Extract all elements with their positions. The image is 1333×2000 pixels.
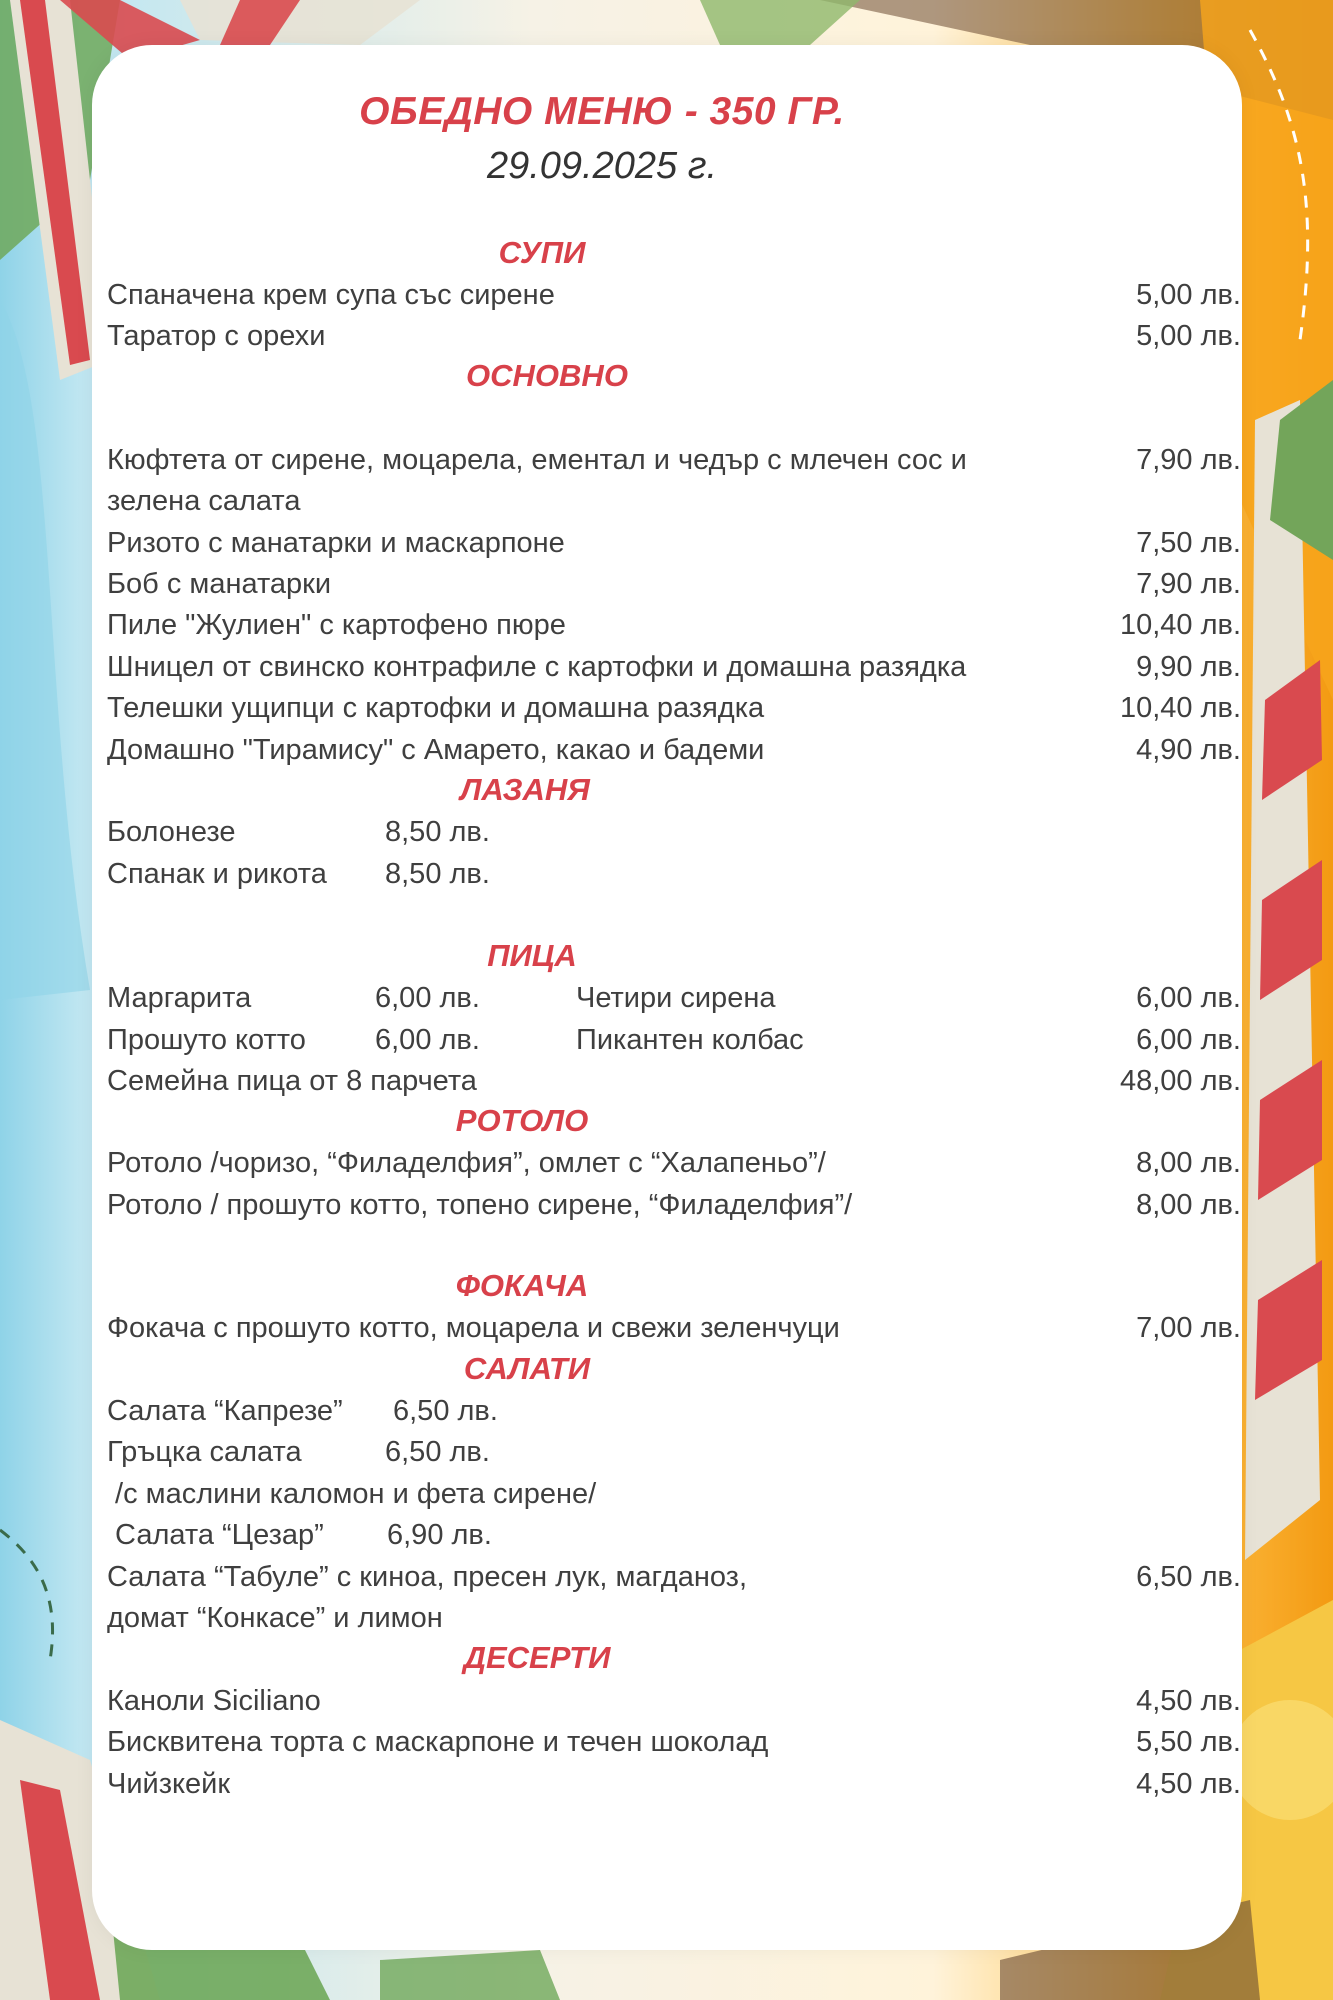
item-price: 4,90 лв. [1136, 734, 1241, 766]
item-name: Боб с манатарки [107, 568, 332, 600]
section-title-soups: СУПИ [498, 235, 586, 270]
menu-item [107, 812, 1241, 852]
menu-item [107, 1557, 1241, 1597]
item-price: 8,00 лв. [1136, 1189, 1241, 1221]
menu-item [107, 1185, 1241, 1225]
item-name: Четири сирена [576, 982, 776, 1014]
menu-item [107, 1061, 1241, 1101]
menu-item-note [107, 1474, 1241, 1514]
item-price: 5,00 лв. [1136, 279, 1241, 311]
menu-item [107, 854, 1241, 894]
item-price: 5,50 лв. [1136, 1726, 1241, 1758]
item-price: 7,00 лв. [1136, 1312, 1241, 1344]
item-price: 48,00 лв. [1119, 1065, 1241, 1097]
item-price: 8,00 лв. [1136, 1147, 1241, 1179]
menu-item [107, 1308, 1241, 1348]
menu-item-continuation [107, 481, 1241, 521]
menu-item [107, 1391, 1241, 1431]
item-name: Кюфтета от сирене, моцарела, ементал и чедър с млечен сос и [107, 444, 967, 476]
section-title-focaccia: ФОКАЧА [455, 1268, 589, 1303]
item-name: Шницел от свинско контрафиле с картофки и домашна разядка [107, 651, 967, 683]
item-price: 7,90 лв. [1136, 568, 1241, 600]
menu-item [107, 564, 1241, 604]
item-price: 7,90 лв. [1136, 444, 1241, 476]
item-name: Каноли Siciliano [107, 1685, 321, 1717]
menu-item [107, 688, 1241, 728]
item-price: 6,50 лв. [393, 1395, 498, 1427]
item-name: Ротоло / прошуто котто, топено сирене, “Филаделфия”/ [107, 1189, 853, 1221]
item-name: Маргарита [107, 982, 252, 1014]
item-name: Салата “Табуле” с киноа, пресен лук, магданоз, [107, 1561, 748, 1593]
item-price: 6,00 лв. [375, 1024, 480, 1056]
section-title-desserts: ДЕСЕРТИ [463, 1640, 611, 1675]
item-name: Семейна пица от 8 парчета [107, 1065, 477, 1097]
menu-item [107, 647, 1241, 687]
item-name: Салата “Цезар” [107, 1519, 324, 1551]
item-price: 6,00 лв. [1136, 982, 1241, 1014]
item-price: 7,50 лв. [1136, 527, 1241, 559]
item-name: Домашно "Тирамису" с Амарето, какао и бадеми [107, 734, 765, 766]
item-price: 10,40 лв. [1119, 692, 1241, 724]
menu-item-continuation [107, 1598, 1241, 1638]
item-price: 9,90 лв. [1136, 651, 1241, 683]
item-name: Гръцка салата [107, 1436, 302, 1468]
menu-item [107, 523, 1241, 563]
item-name: Бисквитена торта с маскарпоне и течен шоколад [107, 1726, 769, 1758]
item-name: Спаначена крем супа със сирене [107, 279, 555, 311]
menu-item [107, 275, 1241, 315]
item-name: Пиле "Жулиен" с картофено пюре [107, 609, 566, 641]
item-description: /с маслини каломон и фета сирене/ [107, 1478, 597, 1510]
item-name: Телешки ущипци с картофки и домашна разядка [107, 692, 765, 724]
item-price: 8,50 лв. [385, 816, 490, 848]
section-title-rotolo: РОТОЛО [455, 1103, 589, 1138]
menu-item [107, 440, 1241, 480]
item-name: Ризото с манатарки и маскарпоне [107, 527, 565, 559]
section-title-lasagna: ЛАЗАНЯ [460, 772, 590, 807]
menu-item [107, 605, 1241, 645]
item-name-line2: зелена салата [107, 485, 301, 517]
item-price: 4,50 лв. [1136, 1768, 1241, 1800]
item-price: 10,40 лв. [1119, 609, 1241, 641]
item-price: 6,50 лв. [1136, 1561, 1241, 1593]
item-name-line2: домат “Конкасе” и лимон [107, 1602, 443, 1634]
menu-item [107, 1432, 1241, 1472]
item-price: 4,50 лв. [1136, 1685, 1241, 1717]
item-name: Спанак и рикота [107, 858, 327, 890]
item-name: Таратор с орехи [107, 320, 326, 352]
menu-date: 29.09.2025 г. [486, 145, 718, 187]
item-name: Салата “Капрезе” [107, 1395, 343, 1427]
section-title-pizza: ПИЦА [487, 938, 577, 973]
item-name: Пикантен колбас [576, 1024, 804, 1056]
menu-item [107, 1722, 1241, 1762]
item-name: Прошуто котто [107, 1024, 306, 1056]
item-price: 6,90 лв. [387, 1519, 492, 1551]
item-name: Болонезе [107, 816, 236, 848]
item-name: Ротоло /чоризо, “Филаделфия”, омлет с “Халапеньо”/ [107, 1147, 826, 1179]
menu-item [107, 316, 1241, 356]
section-title-main: ОСНОВНО [466, 358, 628, 393]
item-price: 5,00 лв. [1136, 320, 1241, 352]
menu-item [107, 978, 1241, 1018]
menu-item [107, 1515, 1241, 1555]
menu-item [107, 1764, 1241, 1804]
item-price: 6,50 лв. [385, 1436, 490, 1468]
menu-title: ОБЕДНО МЕНЮ - 350 ГР. [359, 90, 845, 133]
item-name: Чийзкейк [107, 1768, 231, 1800]
menu-item [107, 1143, 1241, 1183]
menu-item [107, 1681, 1241, 1721]
item-price: 6,00 лв. [1136, 1024, 1241, 1056]
item-name: Фокача с прошуто котто, моцарела и свежи зеленчуци [107, 1312, 840, 1344]
menu-item [107, 1020, 1241, 1060]
item-price: 8,50 лв. [385, 858, 490, 890]
menu-item [107, 730, 1241, 770]
section-title-salads: САЛАТИ [463, 1351, 591, 1386]
item-price: 6,00 лв. [375, 982, 480, 1014]
